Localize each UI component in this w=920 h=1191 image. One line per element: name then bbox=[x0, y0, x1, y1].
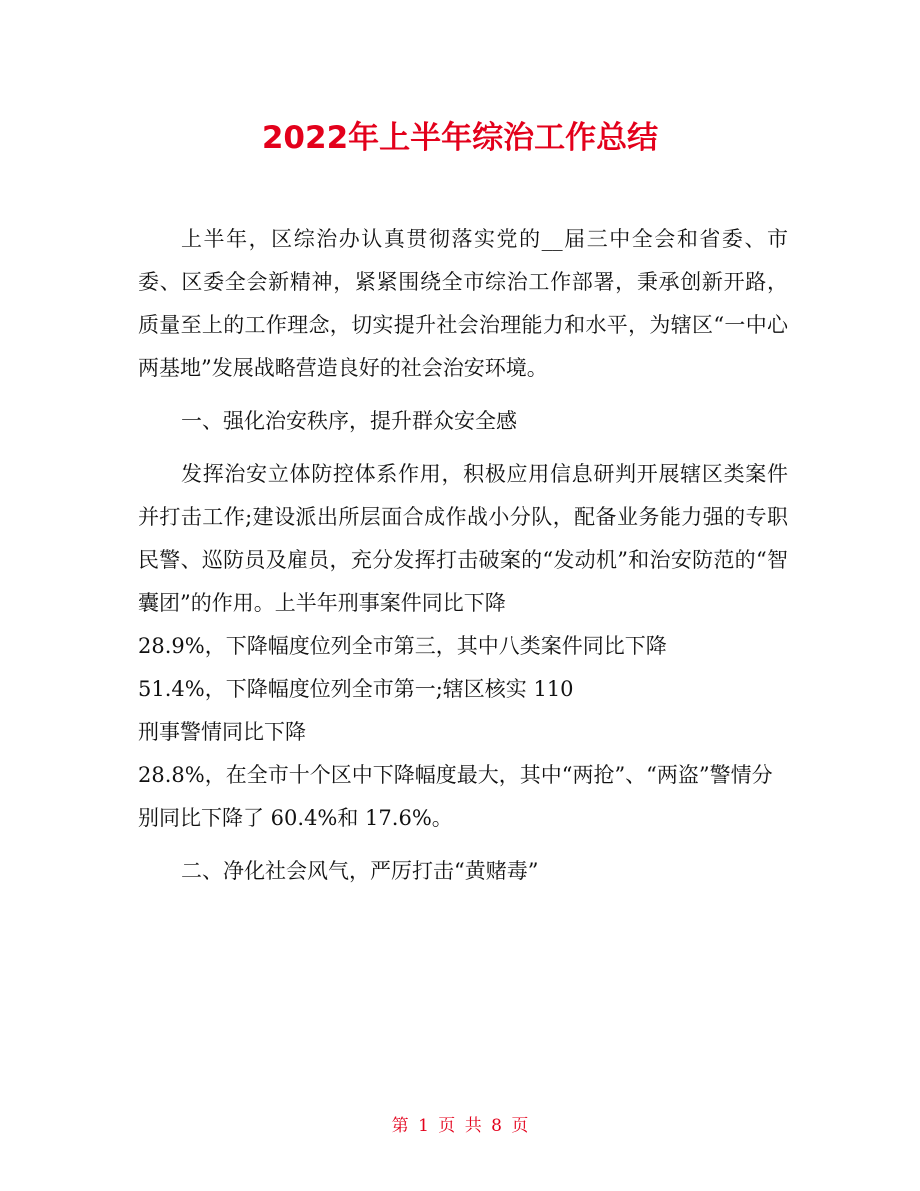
document-title: 2022年上半年综治工作总结 bbox=[261, 120, 659, 156]
stat-line-4: 28.8%，在全市十个区中下降幅度最大，其中“两抢”、“两盗”警情分别同比下降了 60.4%和 17.6%。 bbox=[138, 763, 773, 830]
page-footer: 第 1 页 共 8 页 bbox=[391, 1116, 529, 1136]
document-body bbox=[138, 218, 788, 903]
stat-line-1: 28.9%，下降幅度位列全市第三，其中八类案件同比下降 bbox=[138, 634, 667, 658]
section-heading-1: 一、强化治安秩序，提升群众安全感 bbox=[181, 409, 517, 433]
intro-paragraph: 上半年，区综治办认真贯彻落实党的__届三中全会和省委、市委、区委全会新精神，紧紧围绕全市综治工作部署，秉承创新开路，质量至上的工作理念，切实提升社会治理能力和水平，为辖区“一中心两基地”发展战略营造良好的社会治安环境。 bbox=[138, 227, 788, 380]
stat-line-3: 刑事警情同比下降 bbox=[138, 720, 306, 744]
section-heading-2: 二、净化社会风气，严厉打击“黄赌毒” bbox=[181, 859, 539, 883]
section-1-paragraph: 发挥治安立体防控体系作用，积极应用信息研判开展辖区类案件并打击工作;建设派出所层面合成作战小分队，配备业务能力强的专职民警、巡防员及雇员，充分发挥打击破案的“发动机”和治安防范的“智囊团”的作用。上半年刑事案件同比下降 bbox=[138, 462, 788, 615]
stat-line-2: 51.4%，下降幅度位列全市第一;辖区核实 110 bbox=[138, 677, 574, 701]
